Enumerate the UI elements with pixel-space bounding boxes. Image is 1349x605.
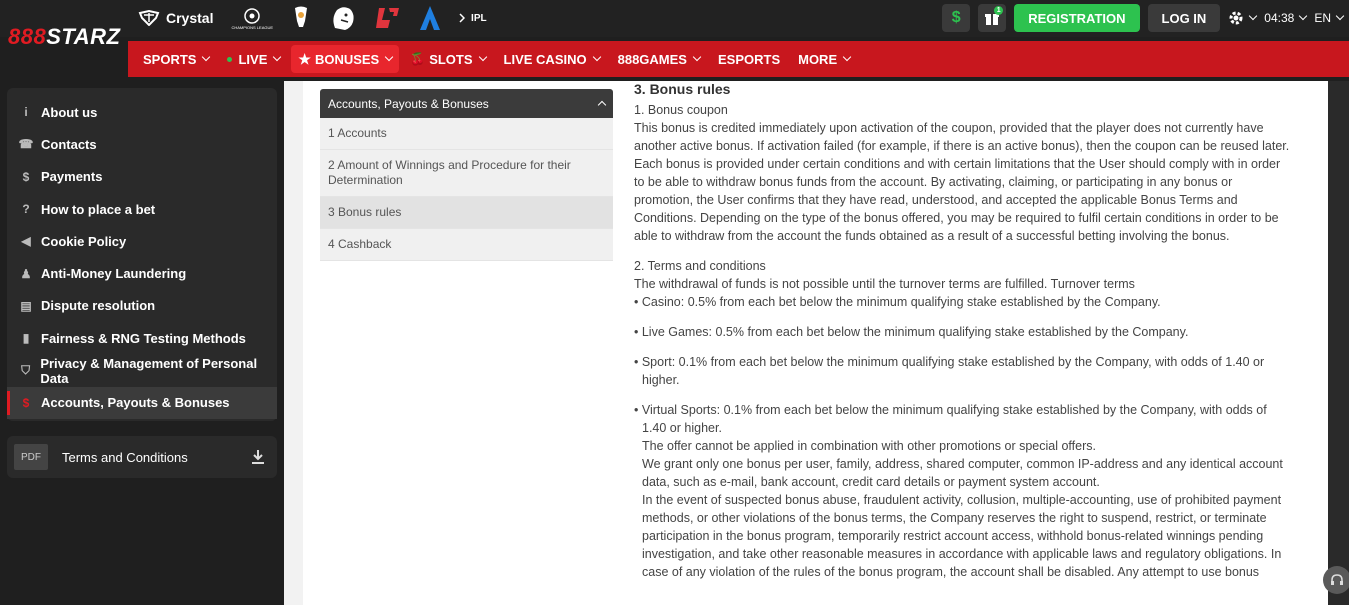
site-logo[interactable]: 888STARZ (8, 24, 121, 49)
dollar-icon: $ (22, 169, 30, 184)
champions-league-icon (243, 7, 261, 25)
partner-europa-league[interactable] (291, 5, 311, 31)
settings-dropdown[interactable] (1228, 10, 1256, 26)
dollar-icon: $ (951, 9, 961, 26)
chevron-down-icon (1249, 12, 1257, 20)
sidebar-item-about-us[interactable]: i About us (7, 96, 277, 128)
partner-ipl[interactable] (459, 13, 487, 24)
info-icon: i (24, 105, 28, 120)
file-icon: ▮ (22, 331, 30, 346)
partner-laliga[interactable] (375, 6, 401, 30)
list-item: • Sport: 0.1% from each bet below the minimum qualifying stake established by the Company, with odds of 1.40 or higher. (634, 355, 1265, 387)
article-body (634, 80, 1294, 581)
table-of-contents (320, 89, 613, 261)
section-title: 2. Terms and conditions (634, 259, 766, 273)
toc-item-accounts[interactable]: 1 Accounts (320, 118, 613, 150)
sidebar-item-fairness[interactable]: ▮ Fairness & RNG Testing Methods (7, 322, 277, 354)
toc-item-bonus-rules[interactable]: 3 Bonus rules (320, 197, 613, 229)
nav-more[interactable]: MORE (791, 45, 857, 73)
phone-icon: ☎ (18, 137, 34, 152)
cherry-icon: 🍒 (410, 52, 426, 66)
section-title: 1. Bonus coupon (634, 103, 728, 117)
sidebar-item-accounts-payouts-bonuses[interactable]: $ Accounts, Payouts & Bonuses (7, 387, 277, 419)
pdf-icon: PDF (14, 444, 48, 470)
toc-item-cashback[interactable]: 4 Cashback (320, 229, 613, 261)
partner-strip (138, 4, 487, 32)
chevron-down-icon (843, 53, 851, 61)
list-item: • Live Games: 0.5% from each bet below the minimum qualifying stake established by the Company. (634, 325, 1189, 339)
crystal-palace-icon (138, 10, 160, 26)
paragraph: This bonus is credited immediately upon activation of the coupon, provided that the player does not currently have another active bonus. If activation failed (for example, if there is an active bonus), then the coupon can be reused later. (634, 121, 1290, 153)
chevron-down-icon (1336, 12, 1344, 20)
nav-slots[interactable]: 🍒 SLOTS (403, 45, 492, 73)
europa-league-icon (291, 5, 311, 31)
paragraph: The withdrawal of funds is not possible until the turnover terms are fulfilled. Turnover terms (634, 277, 1135, 291)
partner-serie-a[interactable] (419, 5, 441, 31)
headset-icon (1330, 573, 1344, 587)
nav-sports[interactable]: SPORTS (136, 45, 216, 73)
toc-item-winnings[interactable]: 2 Amount of Winnings and Procedure for their Determination (320, 150, 613, 197)
toc-header[interactable] (320, 89, 613, 118)
sidebar-item-payments[interactable]: $ Payments (7, 161, 277, 193)
laliga-icon (375, 6, 401, 30)
content-gutter (284, 81, 303, 605)
login-button[interactable]: LOG IN (1148, 4, 1221, 32)
nav-888games[interactable]: 888GAMES (611, 45, 707, 73)
nav-live-casino[interactable]: LIVE CASINO (497, 45, 607, 73)
time-dropdown[interactable] (1264, 11, 1306, 25)
download-icon[interactable] (249, 449, 267, 465)
chevron-down-icon (202, 53, 210, 61)
chevron-down-icon (693, 53, 701, 61)
list-item: • Casino: 0.5% from each bet below the minimum qualifying stake established by the Company. (634, 295, 1161, 309)
partner-sub: CHAMPIONS LEAGUE (231, 24, 274, 30)
partner-crystal[interactable] (138, 10, 213, 26)
spacer (634, 389, 1294, 401)
sidebar-item-privacy[interactable]: ⛉ Privacy & Management of Personal Data (7, 354, 277, 386)
partner-label: Crystal (166, 10, 214, 26)
article-title: 3. Bonus rules (634, 81, 731, 97)
registration-button[interactable]: REGISTRATION (1014, 4, 1139, 32)
chevron-down-icon (592, 53, 600, 61)
terms-download[interactable] (7, 436, 277, 478)
sidebar-item-dispute[interactable]: ▤ Dispute resolution (20, 298, 156, 314)
main-nav (128, 41, 1349, 77)
star-icon: ★ (298, 50, 311, 67)
nav-esports[interactable]: ESPORTS (717, 51, 781, 67)
gear-icon (1228, 10, 1244, 26)
spacer (634, 311, 1294, 323)
question-icon: ? (22, 202, 30, 217)
user-shield-icon: ♟ (20, 266, 32, 281)
sidebar-item-how-to-bet[interactable]: ? How to place a bet (7, 193, 277, 225)
paragraph: In the event of suspected bonus abuse, fraudulent activity, collusion, multiple-accounting, use of prohibited payment methods, or other violations of the bonus terms, the Company reserves the right to suspend, restrict, or terminate participation in the bonus program, temporarily restrict account access, withhold bonus-related winnings pending investigation, and take other reasonable measures in accordance with applicable laws and regulatory obligations. In case of any violation of the rules of the bonus program, the account shall be disabled. Any attempt to use bonus (642, 493, 1282, 579)
partner-label: IPL (471, 12, 487, 24)
paragraph: We grant only one bonus per user, family, address, shared computer, common IP-address and any identical account data, such as e-mail, bank account, credit card details or payment system account. (642, 457, 1283, 489)
list-item: • Virtual Sports: 0.1% from each bet below the minimum qualifying stake established by the Company, with odds of 1.40 or higher. (634, 403, 1267, 435)
nav-live[interactable]: LIVE (220, 45, 287, 73)
spacer (634, 341, 1294, 353)
gift-button[interactable] (978, 4, 1006, 32)
sidebar-item-contacts[interactable]: ☎ Contacts (18, 136, 97, 152)
serie-a-icon (419, 5, 441, 31)
spacer (634, 245, 1294, 257)
time-display: 04:38 (1264, 11, 1295, 25)
gift-count-badge: 1 (994, 6, 1003, 15)
chevron-down-icon (1299, 12, 1307, 20)
nav-bonuses[interactable]: ★ BONUSES (291, 45, 399, 73)
megaphone-icon: ◀ (21, 234, 31, 249)
chevron-down-icon (385, 53, 393, 61)
toc-title: Accounts, Payouts & Bonuses (328, 96, 489, 111)
chevron-down-icon (478, 53, 486, 61)
document-icon: ▤ (20, 298, 32, 313)
ipl-icon (459, 13, 465, 23)
live-dot-icon (227, 57, 232, 62)
chevron-up-icon (598, 101, 606, 109)
terms-label: Terms and Conditions (62, 449, 188, 465)
sidebar-item-aml[interactable]: ♟ Anti-Money Laundering (20, 266, 187, 282)
partner-champions-league[interactable] (231, 7, 273, 30)
dollar-icon: $ (22, 395, 30, 410)
partner-lion[interactable] (329, 4, 357, 32)
top-bar (0, 0, 1349, 37)
shield-icon: ⛉ (21, 363, 31, 378)
right-gutter (1328, 81, 1349, 605)
language-label: EN (1314, 11, 1331, 25)
lion-icon (329, 4, 357, 32)
info-sidebar (7, 88, 277, 421)
support-chat-button[interactable] (1323, 566, 1349, 594)
top-right-controls (942, 4, 1343, 32)
paragraph: Each bonus is provided under certain conditions and with certain limitations that the User should comply with in order to be able to withdraw bonus funds from the account. By activating, claiming, or participating in any bonus or promotion, the User confirms that they have read, understood, and accepted the applicable Bonus Terms and Conditions. Depending on the type of the bonus offered, you may be required to fulfil certain conditions in order to be able to withdraw from the account the funds obtained as a result of a successful betting involving the bonus. (634, 157, 1281, 243)
deposit-button[interactable] (942, 4, 970, 32)
chevron-down-icon (273, 53, 281, 61)
sidebar-item-cookie-policy[interactable]: ◀ Cookie Policy (7, 225, 277, 257)
language-dropdown[interactable] (1314, 11, 1343, 25)
paragraph: The offer cannot be applied in combination with other promotions or special offers. (642, 439, 1096, 453)
